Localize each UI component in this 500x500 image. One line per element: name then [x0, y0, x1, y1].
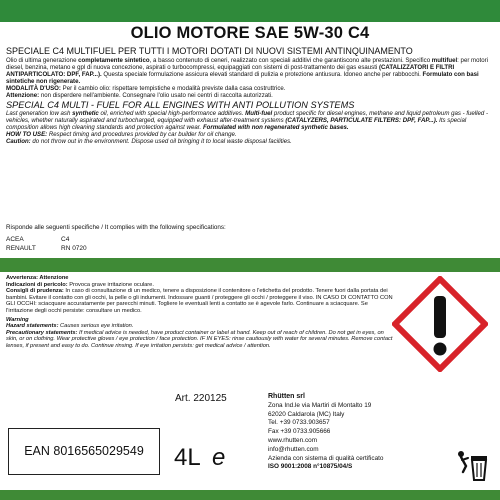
- volume-label: 4L: [174, 444, 201, 471]
- italian-warning-title: Avvertenza: Attenzione: [6, 275, 69, 281]
- hazard-text: Provoca grave irritazione oculare.: [67, 281, 154, 288]
- text-run-bold: (CATALYZERS, PARTICULATE FILTERS: DPF, FAP...).: [285, 117, 438, 125]
- italian-heading: SPECIALE C4 MULTIFUEL PER TUTTI I MOTORI DOTATI DI NUOVI SISTEMI ANTINQUINAMENTO: [6, 46, 413, 56]
- text-run: Olio di ultima generazione: [6, 57, 79, 64]
- bottom-green-band: [0, 490, 500, 500]
- middle-green-band: [0, 258, 500, 272]
- text-run: Questa speciale formulazione assicura elevati standard di pulizia e protezione antiusura. Idoneo anche per rabbocchi.: [101, 71, 423, 79]
- text-run-bold: (CATALIZZATORI E FILTRI ANTIPARTICOLATO: DPF, FAP...).: [6, 64, 455, 79]
- text-run: : per motori diesel, benzina, metano e gpl di nuova concezione, aspirati o turbocompressi, equipaggiati con sistemi di post-trattamento dei gas esausti: [6, 57, 488, 72]
- text-run-bold: Multi-fuel: [245, 110, 273, 118]
- company-web: www.rhutten.com: [268, 436, 318, 444]
- attention-label: Attenzione:: [6, 92, 40, 100]
- company-fax: Fax +39 0733.905666: [268, 428, 331, 436]
- specifications-section: [6, 224, 306, 253]
- text-run-bold: multifuel: [431, 57, 458, 64]
- text-run: Last generation low ash: [6, 110, 73, 118]
- text-run-bold: completamente sintetico: [78, 57, 150, 64]
- description-section: [6, 46, 494, 146]
- bottom-section: [0, 391, 500, 500]
- article-number: Art. 220125: [175, 393, 227, 404]
- english-precaution: [6, 330, 396, 350]
- english-warning-title: Warning: [6, 316, 29, 323]
- company-iso: ISO 9001:2008 n°10875/04/S: [268, 463, 353, 471]
- attention-text: non disperdere nell'ambiente. Consegnare l'olio usato nei centri di raccolta autorizzati.: [39, 92, 273, 100]
- table-row: [6, 236, 87, 244]
- text-run: oil, enriched with special high-performance additives.: [98, 110, 246, 118]
- ean-code: EAN 8016565029549: [24, 444, 144, 458]
- ean-box: [8, 428, 160, 475]
- text-run: Its special composition allows high cleaning standards and protection against wear.: [6, 117, 467, 132]
- specifications-intro: Risponde alle seguenti specifiche / It complies with the following specifications:: [6, 224, 226, 231]
- warnings-section: [6, 275, 396, 350]
- estimated-sign: e: [212, 444, 226, 471]
- how-to-use-label: HOW TO USE:: [6, 131, 48, 139]
- italian-description: [6, 57, 494, 85]
- specifications-table: [6, 236, 87, 253]
- caution-text: do not throw out in the environment. Dispose used oil bringing it to local waste disposal facilities.: [30, 138, 292, 146]
- hazard-label: Hazard statements:: [6, 323, 59, 330]
- spec-code: C4: [61, 236, 70, 244]
- english-how-to-use: [6, 131, 494, 138]
- text-run: , a basso contenuto di ceneri, realizzato con speciali additivi che garantiscono alte prestazioni. Specifico: [149, 57, 432, 64]
- spec-brand: RENAULT: [6, 244, 36, 252]
- italian-usage: [6, 85, 494, 92]
- text-run-bold: Formulato con basi sintetiche non rigenerate.: [6, 71, 479, 86]
- ghs-exclamation-mark-icon: [392, 276, 488, 372]
- company-address-1: Zona Ind.le via Martiri di Montalto 19: [268, 401, 372, 409]
- english-caution: [6, 138, 494, 145]
- english-description: [6, 110, 494, 131]
- precaution-label: Consigli di prudenza:: [6, 288, 64, 295]
- company-address-2: 62020 Caldarola (MC) Italy: [268, 410, 345, 418]
- product-title: OLIO MOTORE SAE 5W-30 C4: [130, 24, 370, 42]
- precaution-text: If medical advice is needed, have product container or label at hand. Keep out of reach of children. Do not get in eyes, on skin, or on clothing. Wear protective gloves / eye protection / face protection. IF IN EYES: rinse cautiously with water for several minutes. Remove contact lenses, if present and easy to do. Continue rinsing. If eye irritation persists: get medical advice / attention.: [6, 329, 393, 349]
- caution-label: Caution:: [6, 138, 31, 146]
- english-heading: SPECIAL C4 MULTI - FUEL FOR ALL ENGINES WITH ANTI POLLUTION SYSTEMS: [6, 100, 355, 111]
- company-name: Rhütten srl: [268, 393, 305, 400]
- recycle-bin-icon: [452, 446, 490, 486]
- company-info: [268, 393, 443, 472]
- text-run-bold: synthetic: [72, 110, 99, 118]
- company-tel: Tel. +39 0733.903657: [268, 419, 330, 427]
- table-row: [6, 245, 87, 253]
- usage-text: Per il cambio olio: rispettare tempistiche e modalità previste dalla casa costruttrice.: [60, 85, 286, 93]
- italian-attention: [6, 92, 494, 99]
- how-to-use-text: Respect timing and procedures provided by car builder for oil change.: [47, 131, 237, 139]
- text-run: product specific for diesel engines, methane and liquid petroleum gas - fuelled - vehicles, whether naturally aspirated and turbocharged, equipped with exhaust after-treatment systems: [6, 110, 489, 125]
- spec-brand: ACEA: [6, 236, 24, 244]
- hazard-label: Indicazioni di pericolo:: [6, 281, 68, 288]
- hazard-text: Causes serious eye irritation.: [58, 323, 134, 330]
- company-cert: Azienda con sistema di qualità certificato: [268, 454, 384, 462]
- precaution-label: Precautionary statements:: [6, 329, 78, 336]
- text-run-bold: Formulated with non regenerated synthetic bases.: [202, 124, 349, 132]
- english-hazard: [6, 323, 396, 330]
- usage-label: MODALITÀ D'USO:: [6, 85, 61, 93]
- italian-hazard: [6, 282, 396, 289]
- top-green-band: [0, 0, 500, 22]
- spec-code: RN 0720: [61, 244, 87, 252]
- italian-precaution: [6, 288, 396, 314]
- company-email: info@rhutten.com: [268, 445, 319, 453]
- precaution-text: In caso di consultazione di un medico, tenere a disposizione il contenitore o l'etichetta del prodotto. Tenere fuori dalla portata dei bambini. Evitare il contatto con gli occhi, la pelle o gli indumenti. Indossare guanti / proteggere gli occhi / proteggere il viso. IN CASO DI CONTATTO CON GLI OCCHI: sciacquare accuratamente per parecchi minuti. Togliere le eventuali lenti a contatto se è agevole farlo. Continuare a sciacquare. Se l'irritazione degli occhi persiste: consultare un medico.: [6, 288, 393, 314]
